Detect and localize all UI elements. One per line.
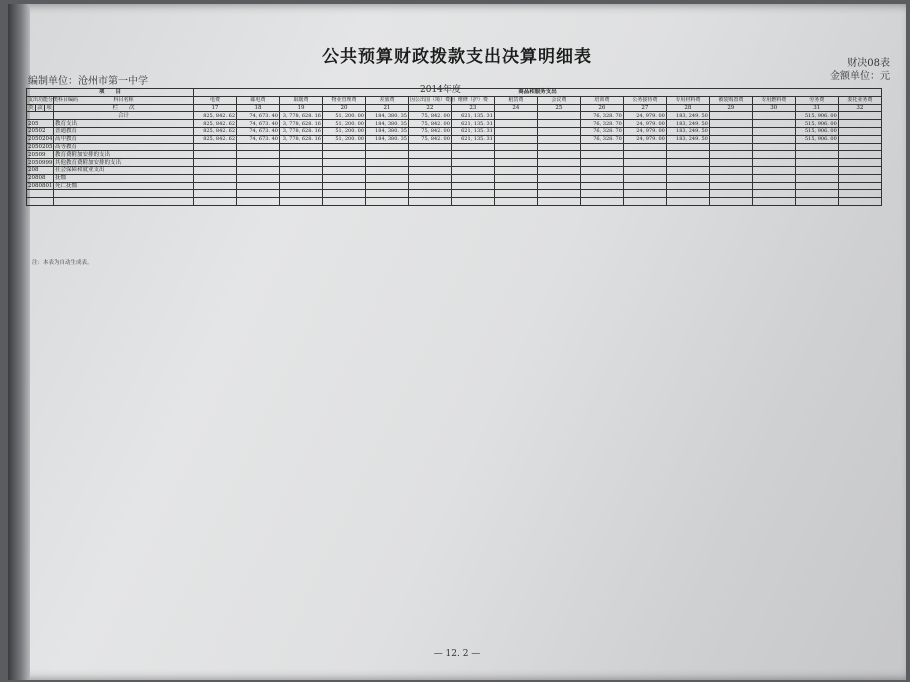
- amount-cell: [752, 182, 795, 190]
- subject-name: 抚恤: [54, 174, 194, 182]
- amount-cell: [279, 182, 322, 190]
- amount-cell: [623, 143, 666, 151]
- amount-cell: [709, 159, 752, 167]
- amount-cell: [194, 159, 237, 167]
- amount-cell: [322, 198, 365, 206]
- amount-cell: [838, 182, 881, 190]
- amount-cell: [838, 174, 881, 182]
- column-number: 26: [580, 104, 623, 112]
- amount-cell: [709, 112, 752, 120]
- amount-cell: 51, 200. 00: [322, 127, 365, 135]
- column-header: 物业管理费: [322, 96, 365, 104]
- amount-cell: [451, 174, 494, 182]
- amount-cell: 76, 328. 70: [580, 120, 623, 128]
- table-row: [27, 166, 882, 174]
- amount-cell: [194, 174, 237, 182]
- amount-cell: 24, 979. 00: [623, 127, 666, 135]
- amount-cell: 183, 249. 50: [666, 120, 709, 128]
- subject-name: 高等教育: [54, 143, 194, 151]
- subject-name: 死亡抚恤: [54, 182, 194, 190]
- table-row: [27, 135, 882, 143]
- amount-cell: [838, 120, 881, 128]
- amount-cell: [408, 198, 451, 206]
- amount-cell: 184, 380. 35: [365, 127, 408, 135]
- amount-cell: [795, 198, 838, 206]
- amount-cell: [666, 143, 709, 151]
- subject-code: 205: [27, 120, 54, 128]
- amount-cell: [623, 174, 666, 182]
- amount-cell: [795, 182, 838, 190]
- amount-cell: 74, 673. 40: [237, 112, 280, 120]
- table-row: [27, 198, 882, 206]
- amount-cell: [795, 166, 838, 174]
- amount-cell: 621, 135. 31: [451, 135, 494, 143]
- amount-cell: [408, 174, 451, 182]
- amount-cell: [623, 166, 666, 174]
- table-row: [27, 127, 882, 135]
- amount-cell: [237, 159, 280, 167]
- amount-cell: [237, 190, 280, 198]
- amount-cell: [365, 198, 408, 206]
- amount-cell: [709, 182, 752, 190]
- amount-cell: [408, 190, 451, 198]
- amount-cell: [279, 159, 322, 167]
- amount-cell: [795, 143, 838, 151]
- column-header: 邮电费: [237, 96, 280, 104]
- column-number: 20: [322, 104, 365, 112]
- subject-name: 普通教育: [54, 127, 194, 135]
- amount-cell: 184, 380. 35: [365, 112, 408, 120]
- amount-cell: [322, 174, 365, 182]
- amount-cell: [194, 143, 237, 151]
- column-number: 28: [666, 104, 709, 112]
- amount-cell: [537, 151, 580, 159]
- func-class-header: 支出功能分类科目编码: [28, 97, 79, 104]
- amount-cell: 51, 200. 00: [322, 112, 365, 120]
- amount-cell: [580, 159, 623, 167]
- amount-cell: [322, 159, 365, 167]
- amount-cell: [237, 143, 280, 151]
- amount-cell: 75, 842. 00: [408, 120, 451, 128]
- amount-cell: 3, 778, 628. 16: [279, 112, 322, 120]
- amount-cell: [752, 190, 795, 198]
- amount-cell: [666, 182, 709, 190]
- amount-cell: [237, 198, 280, 206]
- amount-cell: [795, 190, 838, 198]
- row-label-header: 栏 次: [54, 104, 194, 112]
- amount-cell: [237, 182, 280, 190]
- amount-cell: [408, 182, 451, 190]
- amount-cell: [580, 182, 623, 190]
- amount-cell: 75, 842. 00: [408, 112, 451, 120]
- amount-cell: [838, 143, 881, 151]
- amount-cell: [623, 190, 666, 198]
- amount-cell: [623, 182, 666, 190]
- column-number: 25: [537, 104, 580, 112]
- amount-cell: [365, 166, 408, 174]
- amount-cell: [194, 198, 237, 206]
- amount-cell: [623, 198, 666, 206]
- amount-cell: [494, 190, 537, 198]
- amount-cell: [322, 182, 365, 190]
- amount-cell: [408, 151, 451, 159]
- table-row: [27, 120, 882, 128]
- table-row: [27, 151, 882, 159]
- column-number: 17: [194, 104, 237, 112]
- amount-cell: [838, 112, 881, 120]
- xiang-header: 项: [46, 104, 52, 111]
- amount-cell: 515, 906. 00: [795, 112, 838, 120]
- page-number: — 12. 2 —: [433, 649, 481, 659]
- amount-cell: [237, 174, 280, 182]
- amount-cell: [365, 159, 408, 167]
- column-number: 32: [838, 104, 881, 112]
- amount-cell: [451, 190, 494, 198]
- amount-cell: [709, 190, 752, 198]
- amount-cell: [752, 135, 795, 143]
- amount-cell: [752, 143, 795, 151]
- project-header: 项 目: [27, 89, 194, 97]
- amount-cell: [666, 198, 709, 206]
- amount-cell: [279, 151, 322, 159]
- subject-code: 2050204: [28, 136, 53, 143]
- amount-cell: [322, 143, 365, 151]
- column-header: 专用燃料费: [752, 96, 795, 104]
- amount-cell: [451, 143, 494, 151]
- amount-cell: [752, 112, 795, 120]
- amount-cell: 825, 842. 62: [194, 127, 237, 135]
- amount-cell: [752, 127, 795, 135]
- subject-code: 2050999: [28, 159, 53, 166]
- amount-cell: [494, 198, 537, 206]
- amount-cell: 24, 979. 00: [623, 120, 666, 128]
- subject-code: 208: [27, 166, 54, 174]
- subject-name: 其他教育费附加安排的支出: [54, 159, 194, 167]
- amount-cell: [279, 190, 322, 198]
- subject-code: 20502: [27, 127, 54, 135]
- subject-name: [54, 198, 194, 206]
- amount-cell: 75, 842. 00: [408, 127, 451, 135]
- amount-cell: [752, 159, 795, 167]
- amount-cell: [279, 166, 322, 174]
- amount-cell: [365, 190, 408, 198]
- table-row: [27, 182, 882, 190]
- column-number: 22: [408, 104, 451, 112]
- amount-cell: 75, 842. 00: [408, 135, 451, 143]
- amount-cell: [623, 159, 666, 167]
- amount-cell: [194, 190, 237, 198]
- amount-cell: [494, 112, 537, 120]
- amount-cell: [408, 166, 451, 174]
- column-number: 29: [709, 104, 752, 112]
- amount-cell: [237, 166, 280, 174]
- subject-name: 教育费附加安排的支出: [54, 151, 194, 159]
- column-header: 因公出国（境）费用: [409, 97, 455, 104]
- amount-cell: [666, 190, 709, 198]
- amount-cell: [752, 166, 795, 174]
- form-number: 财决08表: [847, 58, 890, 69]
- amount-cell: [580, 143, 623, 151]
- amount-cell: [494, 151, 537, 159]
- column-header: 公务接待费: [623, 96, 666, 104]
- footnote: 注：本表为自动生成表。: [32, 260, 93, 266]
- amount-cell: 51, 200. 00: [322, 135, 365, 143]
- subject-name: [54, 190, 194, 198]
- subject-code: [27, 198, 54, 206]
- amount-cell: [494, 120, 537, 128]
- amount-cell: 76, 328. 70: [580, 135, 623, 143]
- column-number: 18: [237, 104, 280, 112]
- amount-cell: [494, 135, 537, 143]
- amount-cell: [709, 198, 752, 206]
- column-header: 租赁费: [494, 96, 537, 104]
- amount-cell: [709, 143, 752, 151]
- amount-cell: 74, 673. 40: [237, 127, 280, 135]
- amount-cell: [365, 151, 408, 159]
- amount-cell: [322, 190, 365, 198]
- amount-cell: [709, 151, 752, 159]
- amount-cell: [279, 143, 322, 151]
- amount-cell: 3, 778, 628. 16: [279, 135, 322, 143]
- table-row: [27, 112, 882, 120]
- subject-code: 2050205: [28, 143, 53, 150]
- amount-cell: [580, 151, 623, 159]
- amount-cell: [709, 166, 752, 174]
- table-row: [27, 159, 882, 167]
- subject-name: 教育支出: [54, 120, 194, 128]
- column-header: 劳务费: [795, 96, 838, 104]
- amount-cell: [494, 166, 537, 174]
- column-header: 取暖费: [279, 96, 322, 104]
- column-header: 委托业务费: [838, 96, 881, 104]
- amount-cell: [752, 120, 795, 128]
- amount-cell: 183, 249. 50: [666, 135, 709, 143]
- amount-cell: [666, 174, 709, 182]
- amount-cell: 825, 842. 62: [194, 135, 237, 143]
- amount-cell: [494, 159, 537, 167]
- amount-cell: [537, 166, 580, 174]
- column-number: 24: [494, 104, 537, 112]
- subject-name: 合计: [54, 112, 194, 120]
- amount-cell: 184, 380. 35: [365, 120, 408, 128]
- amount-cell: [537, 120, 580, 128]
- amount-cell: [451, 159, 494, 167]
- group-header: 商品和服务支出: [194, 89, 882, 97]
- subject-code: [27, 190, 54, 198]
- amount-cell: 76, 328. 70: [580, 112, 623, 120]
- amount-cell: [709, 174, 752, 182]
- subject-code: [27, 112, 54, 120]
- amount-cell: 515, 906. 00: [795, 135, 838, 143]
- amount-cell: 825, 842. 62: [194, 120, 237, 128]
- amount-cell: 621, 135. 31: [451, 127, 494, 135]
- amount-cell: [752, 198, 795, 206]
- amount-cell: [537, 143, 580, 151]
- amount-cell: [537, 174, 580, 182]
- amount-cell: [795, 174, 838, 182]
- amount-cell: 183, 249. 50: [666, 127, 709, 135]
- amount-cell: [408, 143, 451, 151]
- column-header: 培训费: [580, 96, 623, 104]
- amount-cell: [494, 174, 537, 182]
- subject-name-header: 科目名称: [54, 96, 194, 104]
- subject-code: 2080801: [28, 182, 53, 189]
- amount-cell: [709, 127, 752, 135]
- subject-name: 社会保障和就业支出: [54, 166, 194, 174]
- amount-cell: [537, 159, 580, 167]
- amount-cell: 74, 673. 40: [237, 120, 280, 128]
- amount-cell: [322, 166, 365, 174]
- amount-cell: [279, 174, 322, 182]
- organization-label: 编制单位：沧州市第一中学: [28, 76, 148, 87]
- amount-cell: [451, 166, 494, 174]
- column-number: 31: [795, 104, 838, 112]
- amount-cell: [537, 127, 580, 135]
- column-header: 差旅费: [365, 96, 408, 104]
- amount-cell: 183, 249. 50: [666, 112, 709, 120]
- amount-cell: [580, 174, 623, 182]
- subject-code: 20509: [27, 151, 54, 159]
- amount-cell: [451, 151, 494, 159]
- amount-cell: 184, 380. 35: [365, 135, 408, 143]
- amount-cell: [494, 143, 537, 151]
- amount-cell: [795, 159, 838, 167]
- amount-cell: [365, 174, 408, 182]
- amount-cell: [494, 182, 537, 190]
- amount-cell: [194, 182, 237, 190]
- amount-cell: [580, 198, 623, 206]
- amount-unit: 金额单位：元: [830, 71, 890, 82]
- amount-cell: [537, 182, 580, 190]
- amount-cell: 621, 135. 31: [451, 112, 494, 120]
- amount-cell: 24, 979. 00: [623, 112, 666, 120]
- amount-cell: 51, 200. 00: [322, 120, 365, 128]
- amount-cell: 621, 135. 31: [451, 120, 494, 128]
- amount-cell: [365, 182, 408, 190]
- table-row: [27, 143, 882, 151]
- amount-cell: 3, 778, 628. 16: [279, 120, 322, 128]
- amount-cell: 825, 842. 62: [194, 112, 237, 120]
- column-header: 电费: [194, 96, 237, 104]
- column-number: 19: [279, 104, 322, 112]
- table-row: [27, 174, 882, 182]
- subject-name: 高中教育: [54, 135, 194, 143]
- amount-cell: [838, 135, 881, 143]
- amount-cell: [537, 198, 580, 206]
- amount-cell: [838, 198, 881, 206]
- amount-cell: [752, 174, 795, 182]
- amount-cell: [795, 151, 838, 159]
- amount-cell: [194, 166, 237, 174]
- amount-cell: 74, 673. 40: [237, 135, 280, 143]
- fiscal-year: 2014年度: [420, 85, 461, 95]
- amount-cell: [666, 151, 709, 159]
- amount-cell: [838, 190, 881, 198]
- amount-cell: [537, 135, 580, 143]
- amount-cell: [279, 198, 322, 206]
- column-header: 会议费: [537, 96, 580, 104]
- document-page: [8, 4, 906, 680]
- amount-cell: [537, 112, 580, 120]
- amount-cell: [838, 159, 881, 167]
- amount-cell: 24, 979. 00: [623, 135, 666, 143]
- amount-cell: [322, 151, 365, 159]
- column-header: 被装购置费: [709, 96, 752, 104]
- column-number: 23: [451, 104, 494, 112]
- amount-cell: [194, 151, 237, 159]
- amount-cell: 515, 906. 00: [795, 120, 838, 128]
- amount-cell: [451, 198, 494, 206]
- amount-cell: [365, 143, 408, 151]
- subject-code: 20808: [27, 174, 54, 182]
- amount-cell: [237, 151, 280, 159]
- column-header: 专用材料费: [666, 96, 709, 104]
- amount-cell: [838, 151, 881, 159]
- column-number: 21: [365, 104, 408, 112]
- column-number: 30: [752, 104, 795, 112]
- column-number: 27: [623, 104, 666, 112]
- table-row: [27, 190, 882, 198]
- amount-cell: [838, 127, 881, 135]
- amount-cell: [709, 135, 752, 143]
- amount-cell: [494, 127, 537, 135]
- lei-header: 款: [37, 104, 43, 111]
- amount-cell: [838, 166, 881, 174]
- page-title: 公共预算财政拨款支出决算明细表: [322, 47, 592, 67]
- amount-cell: [709, 120, 752, 128]
- kuan-header: 类: [28, 104, 34, 111]
- amount-cell: 515, 906. 00: [795, 127, 838, 135]
- amount-cell: [408, 159, 451, 167]
- amount-cell: 3, 778, 628. 16: [279, 127, 322, 135]
- amount-cell: [451, 182, 494, 190]
- amount-cell: [752, 151, 795, 159]
- amount-cell: [537, 190, 580, 198]
- amount-cell: [666, 159, 709, 167]
- column-header: 维修（护）费: [451, 96, 494, 104]
- amount-cell: [623, 151, 666, 159]
- amount-cell: [580, 190, 623, 198]
- amount-cell: 76, 328. 70: [580, 127, 623, 135]
- amount-cell: [666, 166, 709, 174]
- amount-cell: [580, 166, 623, 174]
- expenditure-table: [26, 88, 882, 206]
